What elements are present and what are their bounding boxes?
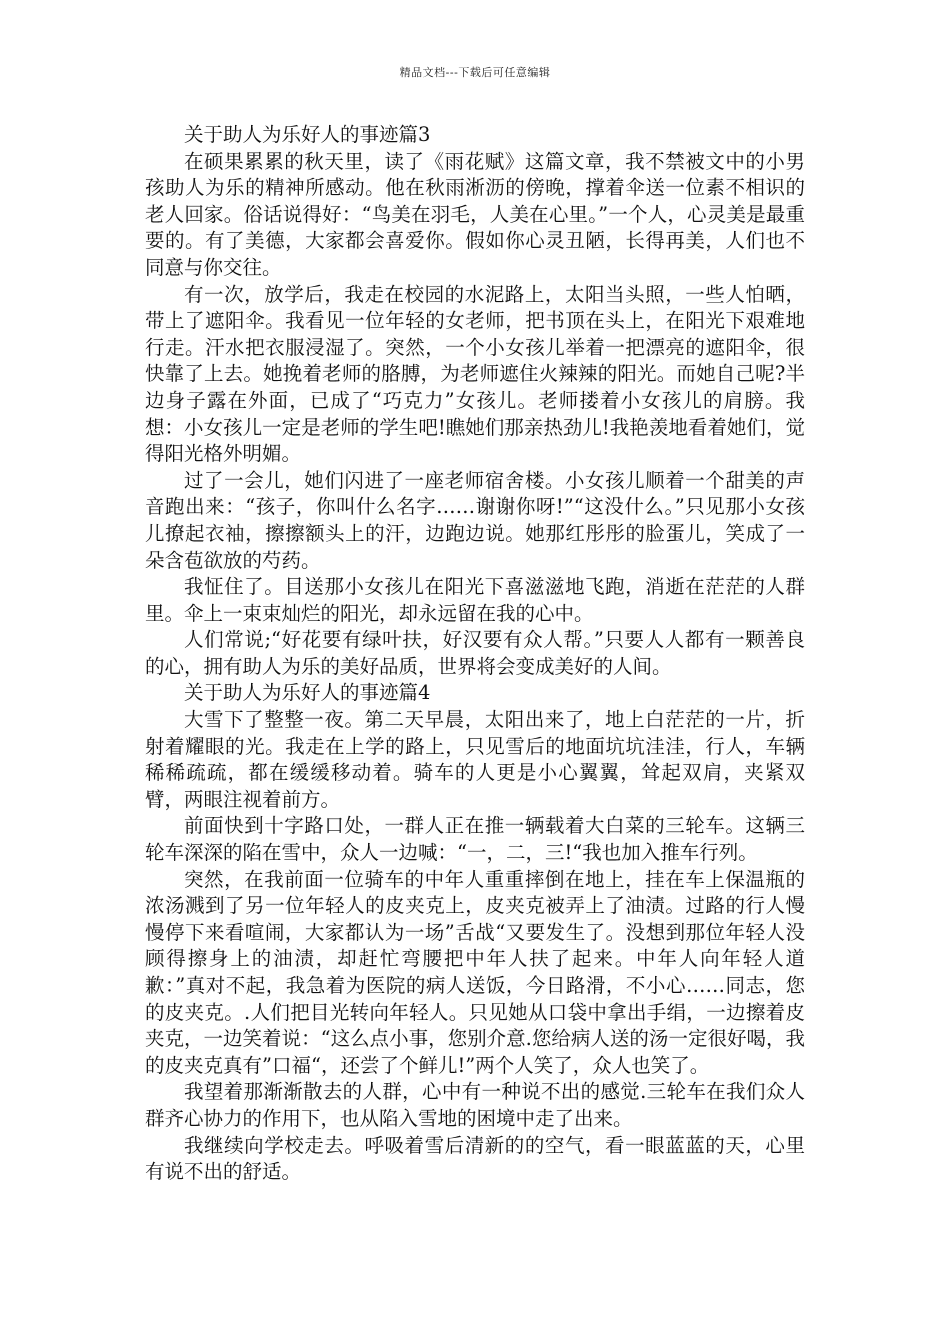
- document-body: [145, 122, 805, 1186]
- section-title: 关于助人为乐好人的事迹篇3: [184, 123, 431, 146]
- paragraph: 人们常说;“好花要有绿叶扶，好汉要有众人帮。”只要人人都有一颗善良的心，拥有助人为乐的美好品质，世界将会变成美好的人间。: [145, 628, 805, 678]
- paragraph: 我继续向学校走去。呼吸着雪后清新的的空气，看一眼蓝蓝的天，心里有说不出的舒适。: [145, 1133, 805, 1184]
- page-header: 精品文档---下载后可任意编辑: [399, 66, 551, 79]
- paragraph: 大雪下了整整一夜。第二天早晨，太阳出来了，地上白茫茫的一片，折射着耀眼的光。我走在上学的路上，只见雪后的地面坑坑洼洼，行人，车辆稀稀疏疏，都在缓缓移动着。骑车的人更是小心翼翼，耸起双肩，夹紧双臂，两眼注视着前方。: [145, 708, 805, 811]
- paragraph: 我怔住了。目送那小女孩儿在阳光下喜滋滋地飞跑，消逝在茫茫的人群里。伞上一束束灿烂的阳光，却永远留在我的心中。: [145, 575, 805, 625]
- paragraph: 突然，在我前面一位骑车的中年人重重摔倒在地上，挂在车上保温瓶的浓汤溅到了另一位年轻人的皮夹克上，皮夹克被弄上了油渍。过路的行人慢慢停下来看喧闹，大家都认为一场”舌战“又要发生了。没想到那位年轻人没顾得擦身上的油渍，却赶忙弯腰把中年人扶了起来。中年人向年轻人道歉：”真对不起，我急着为医院的病人送饭，今日路滑，不小心……同志，您的皮夹克。.人们把目光转向年轻人。只见她从口袋中拿出手绢，一边擦着皮夹克，一边笑着说：“这么点小事，您别介意.您给病人送的汤一定很好喝，我的皮夹克真有”口福“，还尝了个鲜儿!”两个人笑了，众人也笑了。: [145, 867, 805, 1077]
- paragraph: 在硕果累累的秋天里，读了《雨花赋》这篇文章，我不禁被文中的小男孩助人为乐的精神所感动。他在秋雨淅沥的傍晚，撑着伞送一位素不相识的老人回家。俗话说得好：“鸟美在羽毛，人美在心里。”一个人，心灵美是最重要的。有了美德，大家都会喜爱你。假如你心灵丑陋，长得再美，人们也不同意与你交往。: [145, 149, 805, 279]
- section-title: 关于助人为乐好人的事迹篇4: [184, 681, 431, 705]
- paragraph: 前面快到十字路口处，一群人正在推一辆载着大白菜的三轮车。这辆三轮车深深的陷在雪中，众人一边喊：“一，二，三!“我也加入推车行列。: [145, 814, 805, 865]
- paragraph: 我望着那渐渐散去的人群，心中有一种说不出的感觉.三轮车在我们众人群齐心协力的作用下，也从陷入雪地的困境中走了出来。: [145, 1080, 805, 1130]
- paragraph: 过了一会儿，她们闪进了一座老师宿舍楼。小女孩儿顺着一个甜美的声音跑出来：“孩子，你叫什么名字……谢谢你呀!”“这没什么。”只见那小女孩儿撩起衣袖，擦擦额头上的汗，边跑边说。她那红彤彤的脸蛋儿，笑成了一朵含苞欲放的芍药。: [145, 468, 805, 572]
- paragraph: 有一次，放学后，我走在校园的水泥路上，太阳当头照，一些人怕晒，带上了遮阳伞。我看见一位年轻的女老师，把书顶在头上，在阳光下艰难地行走。汗水把衣服浸湿了。突然，一个小女孩儿举着一把漂亮的遮阳伞，很快靠了上去。她挽着老师的胳膊，为老师遮住火辣辣的阳光。而她自己呢?半边身子露在外面，已成了“巧克力”女孩儿。老师搂着小女孩儿的肩膀。我想：小女孩儿一定是老师的学生吧!瞧她们那亲热劲儿!我艳羡地看着她们，觉得阳光格外明媚。: [145, 282, 805, 466]
